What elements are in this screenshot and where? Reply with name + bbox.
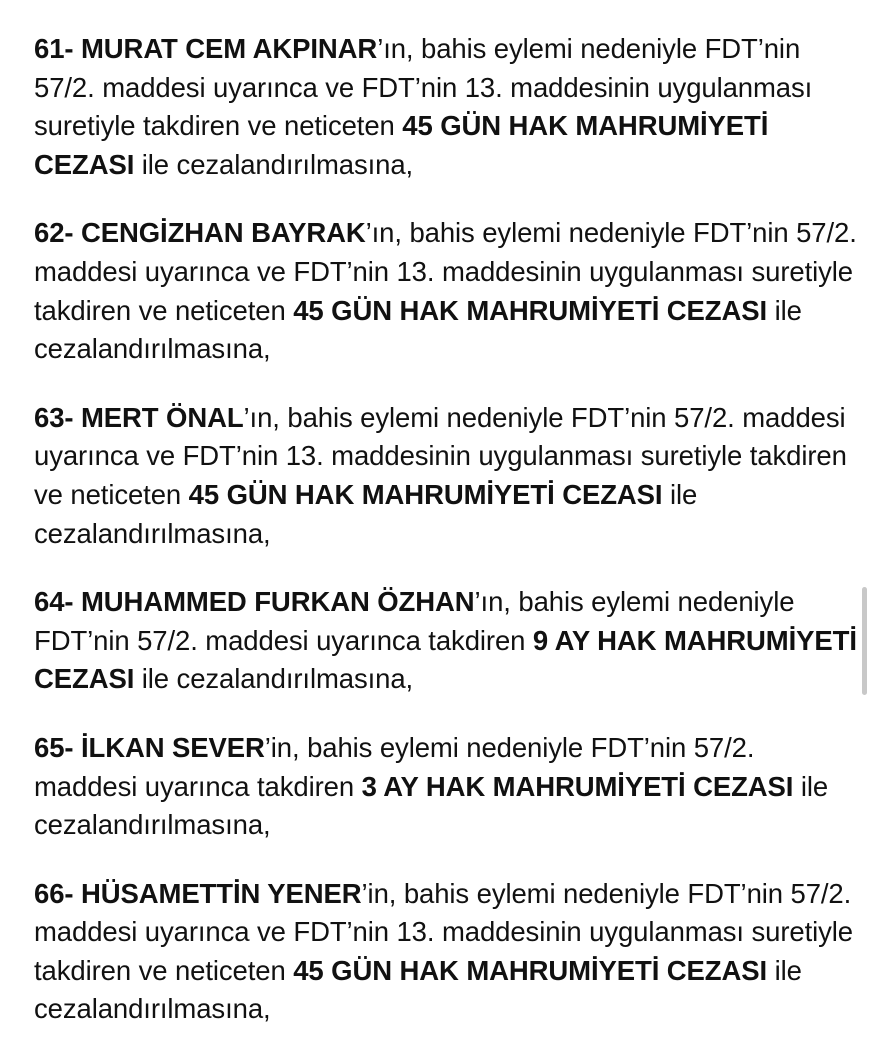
decision-ending: ile cezalandırılmasına,	[34, 294, 802, 365]
decision-name: 63- MERT ÖNAL	[34, 401, 244, 433]
decision-paragraph-64	[34, 583, 864, 699]
decision-ending: ile cezalandırılmasına,	[34, 770, 829, 841]
decision-text: ’ın, bahis eylemi nedeniyle FDT’nin 57/2. maddesi uyarınca ve FDT’nin 13. maddesinin uygulanması suretiyle takdiren ve neticeten	[34, 217, 857, 326]
decision-paragraph-63	[34, 399, 864, 553]
decision-name: 66- HÜSAMETTİN YENER	[34, 877, 362, 909]
scrollbar-thumb[interactable]	[862, 587, 867, 695]
decision-text: ’in, bahis eylemi nedeniyle FDT’nin 57/2. maddesi uyarınca takdiren	[34, 731, 755, 802]
decision-paragraph-65	[34, 729, 864, 845]
decision-ending: ile cezalandırılmasına,	[134, 148, 414, 180]
decision-paragraph-66	[34, 875, 864, 1029]
decision-penalty: 3 AY HAK MAHRUMİYETİ CEZASI	[361, 770, 794, 802]
decision-text: ’ın, bahis eylemi nedeniyle FDT’nin 57/2. maddesi uyarınca ve FDT’nin 13. maddesinin uygulanması suretiyle takdiren ve neticeten	[34, 33, 813, 142]
decision-penalty: 45 GÜN HAK MAHRUMİYETİ CEZASI	[188, 478, 663, 510]
decision-penalty: 45 GÜN HAK MAHRUMİYETİ CEZASI	[293, 294, 768, 326]
decision-text: ’in, bahis eylemi nedeniyle FDT’nin 57/2. maddesi uyarınca ve FDT’nin 13. maddesinin uygulanması suretiyle takdiren ve neticeten	[34, 877, 854, 986]
decision-name: 61- MURAT CEM AKPINAR	[34, 33, 378, 64]
decision-paragraph-62	[34, 214, 864, 368]
decision-name: 64- MUHAMMED FURKAN ÖZHAN	[34, 586, 475, 618]
decision-penalty: 45 GÜN HAK MAHRUMİYETİ CEZASI	[34, 110, 769, 180]
decision-penalty: 9 AY HAK MAHRUMİYETİ CEZASI	[34, 624, 857, 695]
decision-name: 65- İLKAN SEVER	[34, 731, 265, 763]
decision-ending: ile cezalandırılmasına,	[34, 478, 698, 549]
decision-penalty: 45 GÜN HAK MAHRUMİYETİ CEZASI	[293, 954, 768, 986]
decision-text: ’ın, bahis eylemi nedeniyle FDT’nin 57/2. maddesi uyarınca takdiren	[34, 586, 795, 656]
decision-ending: ile cezalandırılmasına,	[34, 954, 802, 1025]
decision-paragraph-61	[34, 30, 864, 184]
decision-ending: ile cezalandırılmasına,	[134, 663, 414, 695]
decision-text: ’ın, bahis eylemi nedeniyle FDT’nin 57/2. maddesi uyarınca ve FDT’nin 13. maddesinin uygulanması suretiyle takdiren ve neticeten	[34, 401, 847, 510]
decision-name: 62- CENGİZHAN BAYRAK	[34, 217, 366, 249]
document-body	[34, 30, 864, 1059]
